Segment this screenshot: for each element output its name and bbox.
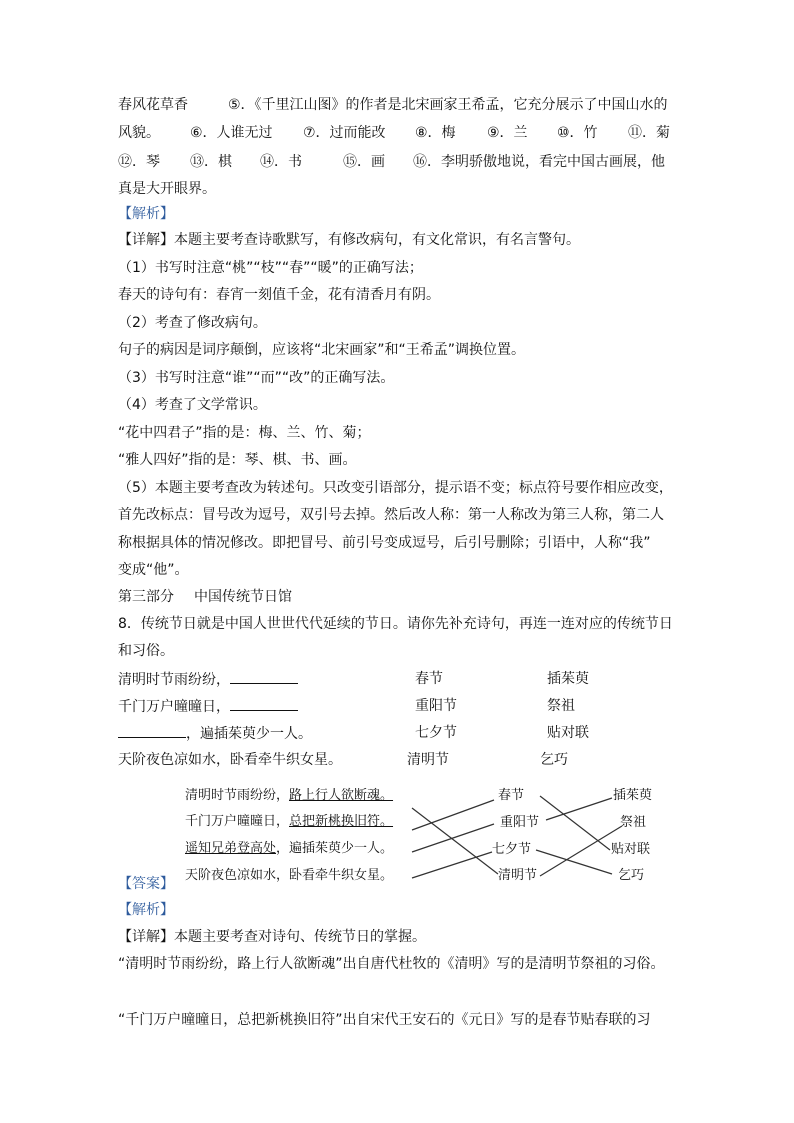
detail-line: 称根据具体的情况修改。即把冒号、前引号变成逗号，后引号删除；引语中，人称“我”: [118, 535, 651, 551]
custom-item: 贴对联: [547, 725, 589, 741]
custom-item: 祭祖: [547, 698, 575, 714]
question-text: 8．传统节日就是中国人世世代代延续的节日。请你先补充诗句，再连一连对应的传统节日: [118, 616, 673, 632]
poem-text: ，遍插茱萸少一人。: [276, 841, 394, 856]
answer-text: 风貌。: [118, 125, 160, 141]
poem-text: 千门万户曈曈日，: [185, 814, 290, 829]
detail-line: （4）考查了文学常识。: [118, 397, 267, 413]
answer-text: ⑤．《千里江山图》的作者是北宋画家王希孟，它充分展示了中国山水的: [228, 97, 668, 113]
detail-line: （2）考查了修改病句。: [118, 315, 267, 331]
poem-text: 千门万户曈曈日，: [118, 699, 230, 715]
answer-text: 真是大开眼界。: [118, 181, 216, 197]
answer-festival: 春节: [498, 788, 525, 803]
match-line: [412, 800, 494, 830]
festival-item: 春节: [415, 671, 443, 687]
answer-item: ⑯．李明骄傲地说，看完中国古画展，他: [413, 154, 665, 170]
answer-item: ⑧．梅: [415, 125, 456, 141]
detail-line: （3）书写时注意“谁”“而”“改”的正确写法。: [118, 370, 395, 386]
section-title: 中国传统节日馆: [194, 589, 292, 605]
match-line: [412, 824, 494, 852]
match-line: [546, 798, 612, 820]
answer-custom: 贴对联: [611, 842, 651, 857]
detail-line: “花中四君子”指的是：梅、兰、竹、菊；: [118, 425, 371, 441]
detail-line: “清明时节雨纷纷，路上行人欲断魂”出自唐代杜牧的《清明》写的是清明节祭祖的习俗。: [118, 956, 665, 972]
answer-festival: 重阳节: [500, 815, 540, 830]
detail-line: 【详解】本题主要考查诗歌默写，有修改病句，有文化常识，有名言警句。: [118, 232, 580, 248]
poem-line: [118, 723, 312, 744]
answer-festival: 七夕节: [492, 842, 532, 857]
fill-blank: [230, 696, 298, 711]
answer-item: ⑮．画: [343, 154, 385, 170]
answer-custom: 插茱萸: [613, 788, 653, 803]
answer-item: ⑬．棋: [190, 154, 232, 170]
custom-item: 插茱萸: [547, 671, 589, 687]
poem-text: 清明时节雨纷纷，: [118, 672, 230, 688]
poem-line: [118, 696, 298, 717]
detail-line: “千门万户曈曈日，总把新桃换旧符”出自宋代王安石的《元日》写的是春节贴春联的习: [118, 1012, 651, 1028]
answer-item: ⑪．菊: [628, 125, 670, 141]
match-line: [536, 850, 612, 874]
answer-poem: [185, 839, 393, 859]
poem-line: 天阶夜色凉如水，卧看牵牛织女星。: [118, 752, 342, 768]
section-heading: [118, 587, 292, 607]
question-text: 和习俗。: [118, 643, 174, 659]
detail-line: 春天的诗句有：春宵一刻值千金，花有清香月有阴。: [118, 287, 440, 303]
poem-answer: 路上行人欲断魂。: [289, 788, 394, 803]
answer-item: ⑫．琴: [118, 154, 160, 170]
match-line: [412, 808, 498, 874]
detail-line: 变成“他”。: [118, 562, 189, 578]
answer-line-2: [118, 123, 160, 143]
detail-line: 【详解】本题主要考查对诗句、传统节日的掌握。: [118, 929, 426, 945]
poem-text: ，遍插茱萸少一人。: [186, 726, 312, 742]
match-line: [412, 852, 492, 878]
answer-item: ⑭．书: [260, 154, 302, 170]
answer-item: ⑦．过而能改: [303, 125, 386, 141]
answer-item: ⑩．竹: [557, 125, 598, 141]
answer-custom: 乞巧: [618, 868, 645, 883]
poem-line: [118, 669, 298, 690]
poem-answer: 总把新桃换旧符。: [289, 814, 394, 829]
fill-blank: [230, 669, 298, 684]
answer-label: 【答案】: [118, 876, 174, 892]
poem-answer: 遥知兄弟登高处: [185, 841, 277, 856]
fill-blank: [118, 723, 186, 738]
match-line: [540, 826, 622, 876]
custom-item: 乞巧: [540, 752, 568, 768]
answer-text: 春风花草香: [118, 97, 188, 113]
match-line: [540, 796, 610, 850]
answer-line-1: [118, 95, 668, 115]
answer-item: ⑥．人谁无过: [190, 125, 273, 141]
answer-poem: [185, 786, 393, 806]
detail-line: （1）书写时注意“桃”“枝”“春”“暖”的正确写法；: [118, 260, 423, 276]
festival-item: 七夕节: [415, 725, 457, 741]
detail-line: 首先改标点：冒号改为逗号，双引号去掉。然后改人称：第一人称改为第三人称，第二人: [118, 507, 664, 523]
answer-festival: 清明节: [498, 868, 538, 883]
answer-custom: 祭祖: [620, 815, 647, 830]
analysis-label: 【解析】: [118, 902, 174, 918]
detail-line: “雅人四好”指的是：琴、棋、书、画。: [118, 452, 357, 468]
answer-poem: 天阶夜色凉如水，卧看牵牛织女星。: [185, 868, 394, 883]
poem-text: 清明时节雨纷纷，: [185, 788, 290, 803]
answer-item: ⑨．兰: [487, 125, 528, 141]
festival-item: 重阳节: [415, 698, 457, 714]
section-number: 第三部分: [118, 589, 174, 605]
answer-poem: [185, 812, 393, 832]
detail-line: 句子的病因是词序颠倒，应该将“北宋画家”和“王希孟”调换位置。: [118, 342, 526, 358]
analysis-label: 【解析】: [118, 206, 174, 222]
detail-line: （5）本题主要考查改为转述句。只改变引语部分，提示语不变；标点符号要作相应改变，: [118, 480, 673, 496]
festival-item: 清明节: [407, 752, 449, 768]
